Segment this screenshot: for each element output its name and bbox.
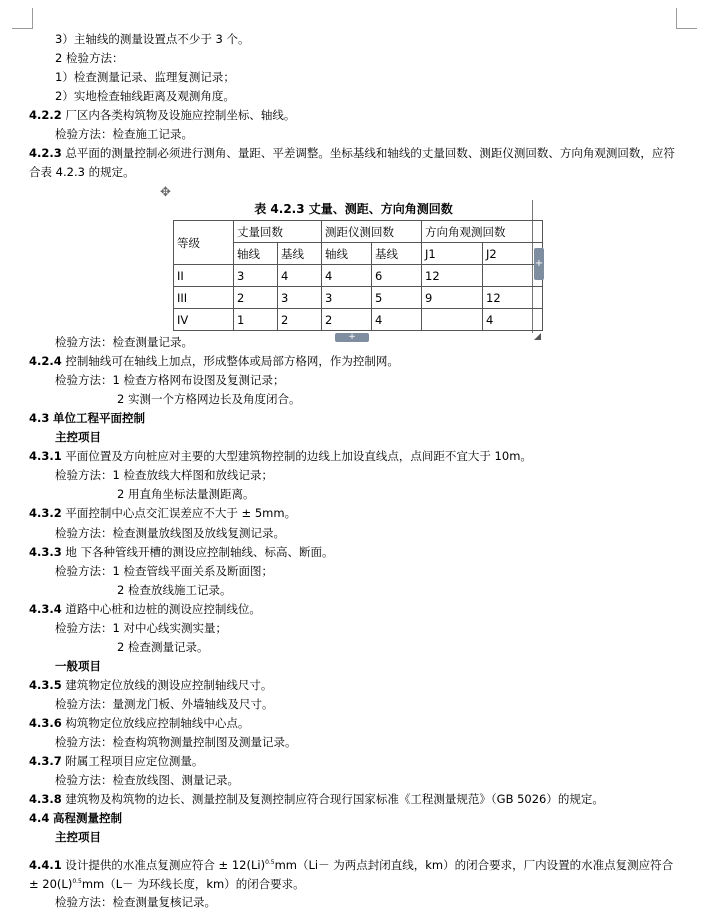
table-move-handle-icon[interactable]: ✥: [160, 185, 171, 200]
table-cell: 3: [322, 287, 372, 309]
paragraph-line: [117, 485, 254, 503]
paragraph-line: [29, 106, 295, 124]
paragraph-text: 平面位置及方向桩应对主要的大型建筑物控制的边线上加设直线点，点间距不宜大于 10m。: [65, 449, 532, 464]
table-grade-cell: II: [174, 265, 234, 287]
paragraph-line: [29, 447, 532, 465]
paragraph-text: 厂区内各类构筑物及设施应控制坐标、轴线。: [65, 108, 296, 122]
paragraph-text: 检验方法：1 检查方格网布设图及复测记录；: [55, 373, 285, 388]
paragraph-text: mm（Li－ 为两点封闭直线，km）的闭合要求，厂内设置的水准点复测应符合 ± 20(L): [29, 858, 674, 891]
paragraph-text: 控制轴线可在轴线上加点，形成整体或局部方格网，作为控制网。: [65, 354, 399, 369]
clause-number: 4.3.4: [29, 601, 62, 616]
paragraph-line: [55, 695, 274, 713]
paragraph-text: 检验方法：检查施工记录。: [55, 127, 193, 141]
clause-number: 4.3: [29, 411, 50, 426]
paragraph-line: [55, 771, 239, 789]
paragraph-text: 附属工程项目应定位测量。: [65, 754, 204, 769]
table-cell: 12: [422, 265, 483, 287]
paragraph-text: 高程测量控制: [53, 811, 123, 826]
clause-number: 4.3.8: [29, 792, 62, 807]
paragraph-line: [55, 733, 297, 751]
paragraph-line: [55, 428, 101, 446]
paragraph-line: [29, 543, 334, 561]
paragraph-text: 建筑物及构筑物的边长、测量控制及复测控制应符合现行国家标准《工程测量规范》（GB 5026）的规定。: [65, 792, 604, 807]
paragraph-line: [29, 352, 399, 370]
table-cell: 1: [234, 309, 278, 331]
page-corner-mark: [676, 8, 697, 29]
table-cell: 4: [483, 309, 543, 331]
paragraph-line: [55, 30, 249, 48]
clause-number: 4.3.2: [29, 506, 62, 521]
clause-number: 4.3.6: [29, 716, 62, 730]
paragraph-line: [29, 409, 145, 427]
paragraph-line: [55, 466, 273, 484]
paragraph-text: 道路中心桩和边桩的测设应控制线位。: [65, 601, 261, 616]
table-subheader: J1: [422, 243, 483, 265]
paragraph-line: 检验方法：检查测量复核记录。: [55, 895, 216, 909]
table-cell: 4: [278, 265, 322, 287]
paragraph-line: [117, 638, 208, 656]
paragraph-text: 2 检查测量记录。: [117, 639, 209, 654]
exponent: 0.5: [265, 859, 275, 867]
table-cell: 12: [483, 287, 543, 309]
clause-number: 4.2.3: [29, 146, 62, 160]
paragraph-text: 设计提供的水准点复测应符合 ± 12(Li): [65, 858, 266, 872]
clause-number: 4.2.4: [29, 354, 62, 369]
table-header-group: 方向角观测回数: [422, 221, 543, 243]
add-row-icon[interactable]: +: [335, 333, 369, 342]
paragraph-text: 一般项目: [55, 658, 101, 673]
table-body: [174, 265, 543, 331]
paragraph-text: 平面控制中心点交汇误差应不大于 ± 5mm。: [65, 506, 297, 521]
paragraph-line: [55, 657, 101, 675]
table-subheader: 基线: [372, 243, 422, 265]
paragraph-line: [29, 676, 272, 694]
table-cell: 2: [234, 287, 278, 309]
paragraph-text: 检验方法：量测龙门板、外墙轴线及尺寸。: [55, 696, 274, 711]
paragraph-line: [55, 125, 193, 143]
table-cell: 4: [372, 309, 422, 331]
clause-number: 4.2.2: [29, 108, 62, 122]
paragraph-text: 构筑物定位放线应控制轴线中心点。: [65, 716, 250, 730]
measurement-table: [173, 220, 543, 331]
table-cell: 5: [372, 287, 422, 309]
table-subheader: 基线: [278, 243, 322, 265]
table-subheader: 轴线: [234, 243, 278, 265]
table-cell: 2: [322, 309, 372, 331]
paragraph-line: [55, 562, 273, 580]
paragraph-line: [55, 333, 193, 351]
clause-number: 4.3.1: [29, 449, 62, 464]
paragraph-text: 2 实测一个方格网边长及角度闭合。: [117, 392, 301, 407]
paragraph-line: [55, 828, 101, 846]
table-cell: 2: [278, 309, 322, 331]
paragraph-text: 检验方法：检查测量记录。: [55, 335, 193, 349]
table-grade-cell: III: [174, 287, 234, 309]
table-header-group: 测距仪测回数: [322, 221, 422, 243]
paragraph-text: 总平面的测量控制必须进行测角、量距、平差调整。坐标基线和轴线的丈量回数、测距仪测回数、方向角观测回数，应符合表 4.2.3 的规定。: [29, 146, 675, 179]
paragraph-line: [29, 144, 681, 182]
table-cell: [422, 309, 483, 331]
clause-number: 4.4: [29, 811, 50, 826]
paragraph-text: 检验方法：1 对中心线实测实量；: [55, 620, 227, 635]
paragraph-line: [55, 49, 123, 67]
clause-number: 4.4.1: [29, 858, 62, 872]
paragraph-line: [55, 87, 235, 105]
paragraph-line: [29, 809, 122, 827]
add-column-icon[interactable]: +: [534, 248, 544, 280]
table-cell: 6: [372, 265, 422, 287]
page-corner-mark: [12, 8, 33, 29]
paragraph-line: [29, 752, 203, 770]
table-row: [174, 287, 543, 309]
table-cell: 3: [278, 287, 322, 309]
paragraph-text: mm（L－ 为环线长度，km）的闭合要求。: [81, 877, 305, 891]
paragraph-text: 2 用直角坐标法量测距离。: [117, 487, 255, 502]
paragraph-line: [29, 790, 604, 808]
paragraph-line: [29, 504, 296, 522]
paragraph-text: 检验方法：1 检查放线大样图和放线记录；: [55, 468, 273, 483]
paragraph-text: 2 检验方法：: [55, 51, 124, 65]
clause-number: 4.3.7: [29, 754, 62, 769]
paragraph-4-4-1: [29, 856, 681, 894]
paragraph-line: [55, 619, 227, 637]
paragraph-text: 检验方法：1 检查管线平面关系及断面图；: [55, 563, 273, 578]
paragraph-text: 1）检查测量记录、监理复测记录；: [55, 70, 235, 84]
paragraph-text: 检验方法：检查放线图、测量记录。: [55, 773, 239, 788]
paragraph-text: 主控项目: [55, 430, 101, 445]
paragraph-line: [29, 714, 249, 732]
paragraph-text: 2 检查放线施工记录。: [117, 582, 232, 597]
table-grade-cell: IV: [174, 309, 234, 331]
paragraph-line: [55, 524, 285, 542]
clause-number: 4.3.5: [29, 677, 62, 692]
table-header-group: 丈量回数: [234, 221, 322, 243]
paragraph-text: 检验方法：检查构筑物测量控制图及测量记录。: [55, 735, 297, 750]
paragraph-text: 地 下各种管线开槽的测设应控制轴线、标高、断面。: [65, 544, 334, 559]
table-cell: 4: [322, 265, 372, 287]
paragraph-line: [55, 68, 235, 86]
paragraph-text: 建筑物定位放线的测设应控制轴线尺寸。: [65, 677, 273, 692]
table-title: 表 4.2.3 丈量、测距、方向角测回数: [254, 202, 453, 216]
paragraph-line: [117, 581, 231, 599]
table-header-grade: 等级: [174, 221, 234, 265]
table-resize-handle-icon[interactable]: [534, 333, 541, 340]
table-subheader: 轴线: [322, 243, 372, 265]
clause-number: 4.3.3: [29, 544, 62, 559]
table-cell: 9: [422, 287, 483, 309]
table-row: [174, 265, 543, 287]
paragraph-text: 2）实地检查轴线距离及观测角度。: [55, 89, 235, 103]
paragraph-text: 主控项目: [55, 830, 101, 845]
paragraph-line: [55, 371, 284, 389]
table-row: [174, 309, 543, 331]
paragraph-line: [117, 390, 300, 408]
table-cell: 3: [234, 265, 278, 287]
paragraph-text: 单位工程平面控制: [53, 411, 146, 426]
table-subheader: J2: [483, 243, 543, 265]
paragraph-text: 检验方法：检查测量放线图及放线复测记录。: [55, 525, 285, 540]
paragraph-line: [29, 600, 261, 618]
exponent: 0.5: [72, 878, 82, 886]
paragraph-text: 3）主轴线的测量设置点不少于 3 个。: [55, 32, 250, 46]
